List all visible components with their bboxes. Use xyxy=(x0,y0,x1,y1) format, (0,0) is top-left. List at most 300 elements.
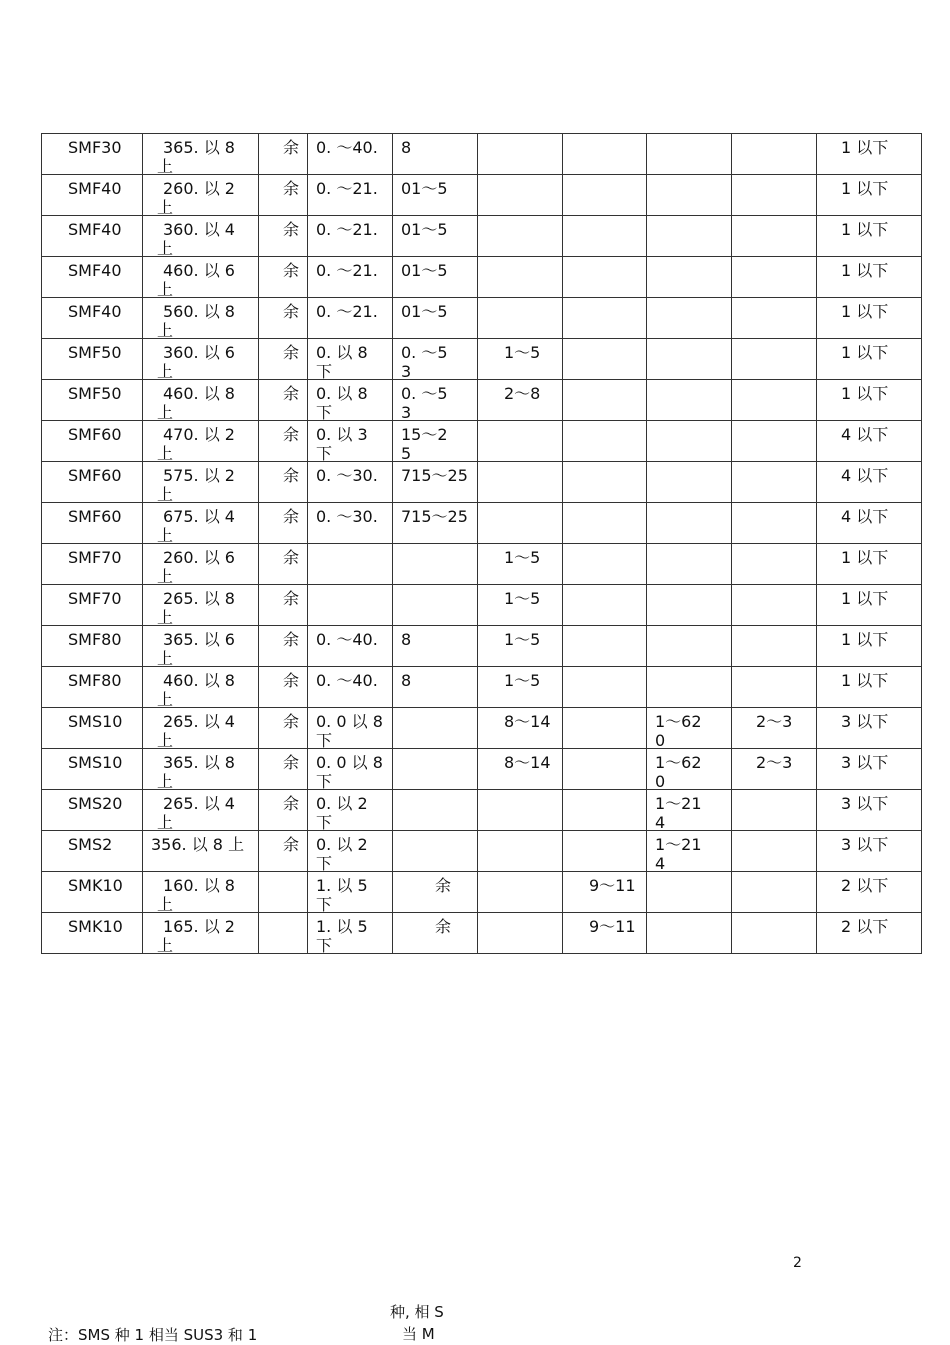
table-cell xyxy=(393,626,478,667)
cell-c10: 1 以下 xyxy=(841,343,889,362)
cell-c2a: 260. 以 6 xyxy=(163,548,235,567)
table-cell xyxy=(563,585,647,626)
cell-c4a: 0. 以 3 xyxy=(316,425,368,444)
cell-c7: 9～11 xyxy=(589,876,636,895)
table-cell xyxy=(42,585,143,626)
table-cell xyxy=(478,708,563,749)
table-cell xyxy=(393,544,478,585)
table-cell xyxy=(42,380,143,421)
cell-c10: 3 以下 xyxy=(841,794,889,813)
cell-c2a: 460. 以 6 xyxy=(163,261,235,280)
cell-c6: 1～5 xyxy=(504,589,541,608)
table-cell xyxy=(732,790,817,831)
table-cell xyxy=(393,667,478,708)
cell-c2b: 上 xyxy=(157,403,174,421)
table-cell xyxy=(478,339,563,380)
cell-c2a: 356. 以 8 上 xyxy=(151,835,245,854)
table-cell xyxy=(478,626,563,667)
table-cell xyxy=(647,175,732,216)
cell-c4a: 0. ～30. xyxy=(316,507,378,526)
cell-grade: SMS10 xyxy=(68,712,123,731)
table-cell xyxy=(393,216,478,257)
cell-c6: 1～5 xyxy=(504,548,541,567)
table-cell xyxy=(259,626,308,667)
table-cell xyxy=(732,708,817,749)
table-cell xyxy=(42,749,143,790)
table-cell xyxy=(393,339,478,380)
table-cell xyxy=(732,913,817,954)
cell-c4a: 0. 0 以 8 xyxy=(316,712,383,731)
table-cell xyxy=(647,544,732,585)
table-cell xyxy=(308,462,393,503)
cell-grade: SMF70 xyxy=(68,589,122,608)
table-cell xyxy=(817,626,922,667)
cell-c3: 余 xyxy=(283,466,300,485)
cell-c3: 余 xyxy=(283,507,300,526)
cell-c5a: 8 xyxy=(401,630,412,649)
table-row xyxy=(42,913,922,954)
cell-c4b: 下 xyxy=(316,444,333,462)
cell-c5a: 715～25 xyxy=(401,466,468,485)
cell-c3: 余 xyxy=(283,671,300,690)
table-cell xyxy=(259,257,308,298)
table-cell xyxy=(817,667,922,708)
table-row xyxy=(42,216,922,257)
table-cell xyxy=(143,544,259,585)
table-cell xyxy=(259,134,308,175)
table-cell xyxy=(393,872,478,913)
table-cell xyxy=(647,257,732,298)
cell-c6: 1～5 xyxy=(504,671,541,690)
cell-c8b: 0 xyxy=(655,772,666,790)
table-cell xyxy=(732,462,817,503)
table-cell xyxy=(817,339,922,380)
table-cell xyxy=(563,831,647,872)
table-cell xyxy=(308,913,393,954)
table-row xyxy=(42,872,922,913)
table-cell xyxy=(478,216,563,257)
footnote-mid-line2: 当 M xyxy=(402,1325,435,1343)
table-cell xyxy=(143,749,259,790)
table-cell xyxy=(732,749,817,790)
cell-c2b: 上 xyxy=(157,485,174,503)
table-cell xyxy=(478,380,563,421)
cell-c2a: 460. 以 8 xyxy=(163,671,235,690)
cell-c5b: 5 xyxy=(401,444,412,462)
table-cell xyxy=(308,216,393,257)
table-cell xyxy=(259,585,308,626)
cell-c2a: 260. 以 2 xyxy=(163,179,235,198)
table-cell xyxy=(259,421,308,462)
table-cell xyxy=(308,708,393,749)
table-cell xyxy=(732,257,817,298)
table-cell xyxy=(259,790,308,831)
table-cell xyxy=(817,872,922,913)
table-cell xyxy=(563,708,647,749)
table-cell xyxy=(143,626,259,667)
cell-c2b: 上 xyxy=(157,731,174,749)
table-cell xyxy=(308,421,393,462)
table-cell xyxy=(393,175,478,216)
table-cell xyxy=(647,380,732,421)
table-cell xyxy=(478,462,563,503)
table-cell xyxy=(563,175,647,216)
table-cell xyxy=(732,585,817,626)
cell-grade: SMS2 xyxy=(68,835,113,854)
table-cell xyxy=(42,503,143,544)
table-row xyxy=(42,257,922,298)
cell-c2a: 575. 以 2 xyxy=(163,466,235,485)
cell-c4a: 0. 0 以 8 xyxy=(316,753,383,772)
cell-c5a: 01～5 xyxy=(401,302,448,321)
table-cell xyxy=(393,708,478,749)
cell-c2b: 上 xyxy=(157,157,174,175)
table-cell xyxy=(393,585,478,626)
table-cell xyxy=(393,790,478,831)
table-cell xyxy=(308,134,393,175)
footnote-mid-line1: 种, 相 S xyxy=(390,1303,444,1321)
table-cell xyxy=(817,257,922,298)
table-cell xyxy=(478,831,563,872)
cell-c8a: 1～62 xyxy=(655,753,702,772)
table-cell xyxy=(563,298,647,339)
cell-grade: SMF60 xyxy=(68,507,122,526)
cell-c9: 2～3 xyxy=(756,712,793,731)
cell-c10: 1 以下 xyxy=(841,138,889,157)
table-cell xyxy=(143,257,259,298)
table-cell xyxy=(647,462,732,503)
table-cell xyxy=(393,298,478,339)
table-cell xyxy=(393,380,478,421)
cell-c4a: 1. 以 5 xyxy=(316,917,368,936)
table-cell xyxy=(732,831,817,872)
cell-c2b: 上 xyxy=(157,772,174,790)
cell-c10: 1 以下 xyxy=(841,384,889,403)
table-row xyxy=(42,544,922,585)
cell-c8b: 4 xyxy=(655,813,666,831)
footnote-mid xyxy=(390,1301,444,1345)
cell-c10: 1 以下 xyxy=(841,220,889,239)
cell-c5b: 3 xyxy=(401,362,412,380)
cell-c2b: 上 xyxy=(157,567,174,585)
cell-c4b: 下 xyxy=(316,854,333,872)
cell-c10: 3 以下 xyxy=(841,835,889,854)
cell-c2b: 上 xyxy=(157,526,174,544)
table-cell xyxy=(732,626,817,667)
cell-c4a: 0. 以 2 xyxy=(316,794,368,813)
table-cell xyxy=(143,708,259,749)
table-cell xyxy=(647,134,732,175)
page-number: 2 xyxy=(793,1255,802,1271)
table-cell xyxy=(732,421,817,462)
cell-c2b: 上 xyxy=(157,690,174,708)
cell-c2b: 上 xyxy=(157,649,174,667)
cell-c3: 余 xyxy=(283,712,300,731)
cell-c4a: 0. ～21. xyxy=(316,261,378,280)
table-cell xyxy=(308,626,393,667)
cell-c4a: 0. 以 8 xyxy=(316,343,368,362)
cell-grade: SMF40 xyxy=(68,179,122,198)
table-cell xyxy=(143,585,259,626)
cell-c10: 1 以下 xyxy=(841,630,889,649)
cell-c2a: 265. 以 4 xyxy=(163,794,235,813)
cell-c2b: 上 xyxy=(157,444,174,462)
table-cell xyxy=(259,667,308,708)
table-cell xyxy=(478,298,563,339)
table-cell xyxy=(817,421,922,462)
table-cell xyxy=(143,503,259,544)
cell-grade: SMF80 xyxy=(68,630,122,649)
cell-c4b: 下 xyxy=(316,362,333,380)
cell-grade: SMF50 xyxy=(68,343,122,362)
cell-c2a: 360. 以 4 xyxy=(163,220,235,239)
table-row xyxy=(42,749,922,790)
table-row xyxy=(42,175,922,216)
cell-c3: 余 xyxy=(283,138,300,157)
cell-c2a: 560. 以 8 xyxy=(163,302,235,321)
table-cell xyxy=(42,257,143,298)
cell-c5a: 0. ～5 xyxy=(401,343,448,362)
table-cell xyxy=(259,298,308,339)
table-cell xyxy=(563,216,647,257)
table-cell xyxy=(308,175,393,216)
cell-c5a: 8 xyxy=(401,671,412,690)
cell-c8b: 4 xyxy=(655,854,666,872)
cell-c3: 余 xyxy=(283,343,300,362)
table-cell xyxy=(817,134,922,175)
cell-c3: 余 xyxy=(283,179,300,198)
cell-c8b: 0 xyxy=(655,731,666,749)
table-cell xyxy=(647,216,732,257)
table-cell xyxy=(42,421,143,462)
cell-c3: 余 xyxy=(283,425,300,444)
table-cell xyxy=(143,298,259,339)
table-cell xyxy=(817,503,922,544)
table-cell xyxy=(732,380,817,421)
table-cell xyxy=(259,749,308,790)
table-row xyxy=(42,667,922,708)
cell-c6: 1～5 xyxy=(504,343,541,362)
cell-c10: 2 以下 xyxy=(841,917,889,936)
table-cell xyxy=(563,913,647,954)
cell-c8a: 1～21 xyxy=(655,835,702,854)
cell-c2a: 460. 以 8 xyxy=(163,384,235,403)
table-cell xyxy=(478,913,563,954)
cell-c3: 余 xyxy=(283,384,300,403)
cell-c2a: 265. 以 4 xyxy=(163,712,235,731)
cell-grade: SMF50 xyxy=(68,384,122,403)
table-cell xyxy=(478,503,563,544)
table-cell xyxy=(143,790,259,831)
table-cell xyxy=(42,831,143,872)
table-cell xyxy=(732,503,817,544)
table-cell xyxy=(42,216,143,257)
table-cell xyxy=(42,298,143,339)
table-cell xyxy=(817,216,922,257)
cell-grade: SMS20 xyxy=(68,794,123,813)
table-cell xyxy=(42,913,143,954)
table-row xyxy=(42,585,922,626)
table-cell xyxy=(478,749,563,790)
cell-c2b: 上 xyxy=(157,895,174,913)
cell-c5a: 0. ～5 xyxy=(401,384,448,403)
cell-c4a: 0. 以 8 xyxy=(316,384,368,403)
table-cell xyxy=(817,585,922,626)
table-row xyxy=(42,339,922,380)
cell-c3: 余 xyxy=(283,794,300,813)
table-cell xyxy=(259,708,308,749)
table-cell xyxy=(259,872,308,913)
table-cell xyxy=(478,257,563,298)
table-cell xyxy=(308,257,393,298)
table-cell xyxy=(259,462,308,503)
table-row xyxy=(42,421,922,462)
table-cell xyxy=(143,462,259,503)
cell-c2a: 365. 以 8 xyxy=(163,138,235,157)
table-cell xyxy=(259,503,308,544)
table-cell xyxy=(259,913,308,954)
table-cell xyxy=(563,749,647,790)
table-cell xyxy=(143,913,259,954)
cell-c4b: 下 xyxy=(316,731,333,749)
cell-c5b: 3 xyxy=(401,403,412,421)
table-cell xyxy=(308,749,393,790)
table-cell xyxy=(647,339,732,380)
cell-c6: 8～14 xyxy=(504,753,551,772)
cell-c10: 1 以下 xyxy=(841,261,889,280)
cell-c4a: 0. ～21. xyxy=(316,179,378,198)
table-cell xyxy=(817,544,922,585)
cell-c2a: 360. 以 6 xyxy=(163,343,235,362)
table-cell xyxy=(732,667,817,708)
table-cell xyxy=(563,339,647,380)
cell-c5a: 01～5 xyxy=(401,220,448,239)
table-cell xyxy=(259,216,308,257)
table-cell xyxy=(817,790,922,831)
cell-c4a: 0. ～30. xyxy=(316,466,378,485)
cell-c10: 3 以下 xyxy=(841,712,889,731)
cell-c10: 1 以下 xyxy=(841,179,889,198)
table-cell xyxy=(143,216,259,257)
cell-c9: 2～3 xyxy=(756,753,793,772)
table-cell xyxy=(732,298,817,339)
cell-grade: SMF60 xyxy=(68,425,122,444)
table-cell xyxy=(42,544,143,585)
table-cell xyxy=(563,872,647,913)
cell-c4a: 0. ～40. xyxy=(316,138,378,157)
table-cell xyxy=(42,790,143,831)
cell-grade: SMF40 xyxy=(68,302,122,321)
cell-c3: 余 xyxy=(283,261,300,280)
table-cell xyxy=(647,421,732,462)
table-cell xyxy=(393,913,478,954)
table-cell xyxy=(308,339,393,380)
table-cell xyxy=(563,544,647,585)
cell-c10: 4 以下 xyxy=(841,507,889,526)
table-cell xyxy=(478,175,563,216)
cell-c3: 余 xyxy=(283,753,300,772)
table-cell xyxy=(647,585,732,626)
cell-c2a: 365. 以 8 xyxy=(163,753,235,772)
table-cell xyxy=(42,339,143,380)
cell-c6: 8～14 xyxy=(504,712,551,731)
cell-c4a: 0. ～40. xyxy=(316,671,378,690)
cell-c4a: 0. 以 2 xyxy=(316,835,368,854)
table-cell xyxy=(143,134,259,175)
table-cell xyxy=(393,503,478,544)
cell-grade: SMF40 xyxy=(68,220,122,239)
cell-c3: 余 xyxy=(283,302,300,321)
table-cell xyxy=(259,544,308,585)
table-cell xyxy=(732,339,817,380)
table-cell xyxy=(308,790,393,831)
cell-c3: 余 xyxy=(283,835,300,854)
cell-grade: SMS10 xyxy=(68,753,123,772)
cell-c10: 4 以下 xyxy=(841,425,889,444)
table-cell xyxy=(563,257,647,298)
cell-c3: 余 xyxy=(283,548,300,567)
cell-c10: 2 以下 xyxy=(841,876,889,895)
cell-c5a: 余 xyxy=(435,917,452,936)
table-cell xyxy=(647,749,732,790)
table-cell xyxy=(393,749,478,790)
cell-c3: 余 xyxy=(283,589,300,608)
table-cell xyxy=(817,749,922,790)
footnote-left: 注：SMS 种 1 相当 SUS3 和 1 xyxy=(48,1326,258,1344)
cell-c2b: 上 xyxy=(157,280,174,298)
cell-c4a: 1. 以 5 xyxy=(316,876,368,895)
table-cell xyxy=(42,175,143,216)
cell-c2b: 上 xyxy=(157,198,174,216)
cell-c4b: 下 xyxy=(316,772,333,790)
table-cell xyxy=(308,667,393,708)
table-cell xyxy=(308,831,393,872)
cell-c2a: 675. 以 4 xyxy=(163,507,235,526)
cell-c4b: 下 xyxy=(316,895,333,913)
table-cell xyxy=(308,380,393,421)
table-cell xyxy=(143,339,259,380)
table-cell xyxy=(647,913,732,954)
cell-c8a: 1～62 xyxy=(655,712,702,731)
cell-grade: SMF30 xyxy=(68,138,122,157)
table-cell xyxy=(478,585,563,626)
table-row xyxy=(42,708,922,749)
cell-c2b: 上 xyxy=(157,321,174,339)
table-cell xyxy=(732,175,817,216)
cell-c10: 1 以下 xyxy=(841,302,889,321)
table-cell xyxy=(563,421,647,462)
table-cell xyxy=(393,134,478,175)
cell-c7: 9～11 xyxy=(589,917,636,936)
cell-c2b: 上 xyxy=(157,936,174,954)
table-cell xyxy=(817,913,922,954)
cell-c10: 4 以下 xyxy=(841,466,889,485)
cell-grade: SMF70 xyxy=(68,548,122,567)
table-cell xyxy=(42,134,143,175)
cell-c2a: 265. 以 8 xyxy=(163,589,235,608)
table-cell xyxy=(732,544,817,585)
table-row xyxy=(42,626,922,667)
table-cell xyxy=(42,708,143,749)
cell-c5a: 01～5 xyxy=(401,179,448,198)
table-cell xyxy=(478,544,563,585)
cell-c2a: 470. 以 2 xyxy=(163,425,235,444)
table-cell xyxy=(647,503,732,544)
composition-table xyxy=(41,133,922,954)
table-cell xyxy=(42,462,143,503)
table-cell xyxy=(478,872,563,913)
cell-grade: SMF40 xyxy=(68,261,122,280)
